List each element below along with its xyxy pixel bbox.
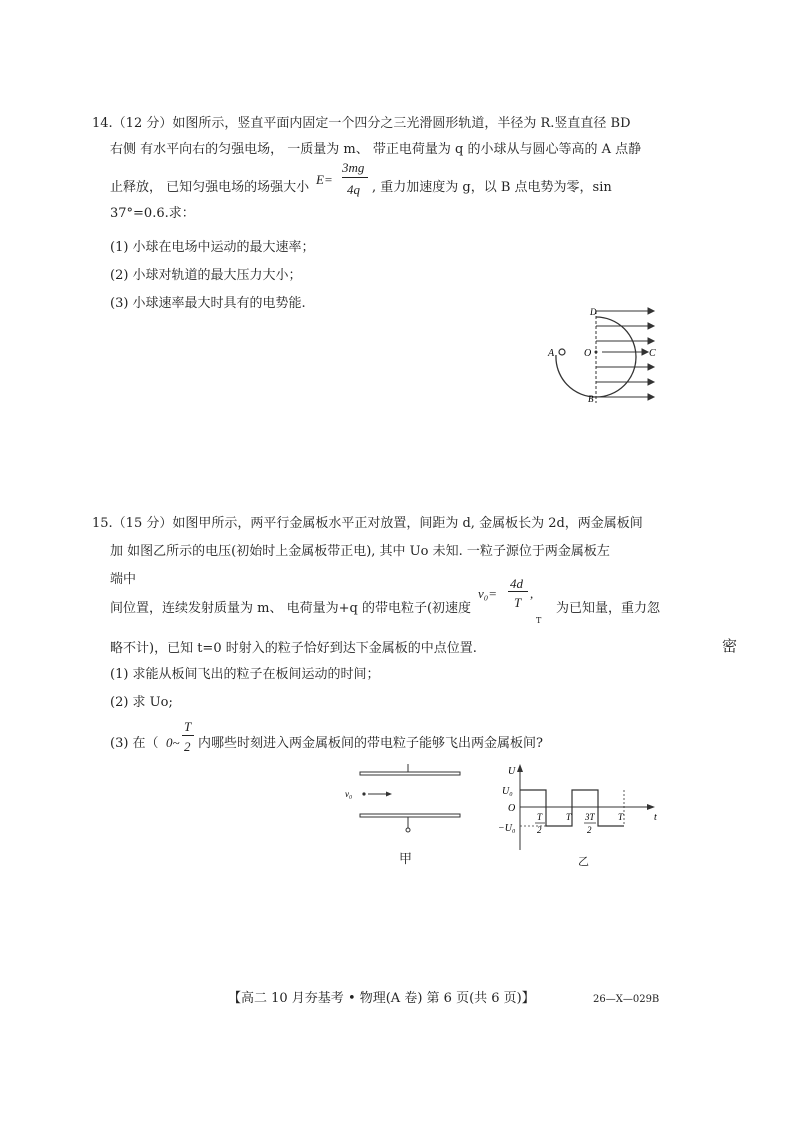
fraction-bar bbox=[182, 735, 194, 736]
v0-denominator: T bbox=[514, 595, 522, 610]
label-v0: v₀ bbox=[345, 789, 353, 799]
particle-source bbox=[362, 792, 365, 795]
v0-subscript-t: T bbox=[536, 616, 542, 625]
q15-line2: 加 如图乙所示的电压(初始时上金属板带正电), 其中 Uo 未知. 一粒子源位于两金属板左 bbox=[110, 544, 610, 559]
q15-v0-formula bbox=[478, 576, 538, 610]
label-c: C bbox=[649, 348, 656, 359]
figure-jia-plates bbox=[340, 762, 470, 837]
q14-field-formula bbox=[316, 160, 371, 196]
margin-seal-char: 密 bbox=[722, 637, 738, 655]
q15-subq3-post: 内哪些时刻进入两金属板间的带电粒子能够飞出两金属板间? bbox=[198, 736, 543, 751]
q15-line1: 15.（15 分）如图甲所示，两平行金属板水平正对放置，间距为 d, 金属板长为 2d，两金属板间 bbox=[92, 516, 643, 531]
tick-3t-half-num: 3T bbox=[585, 812, 595, 822]
q14-eq-numerator: 3mg bbox=[342, 160, 365, 175]
track-right-arc bbox=[596, 317, 636, 397]
q15-line3: 端中 bbox=[110, 572, 137, 587]
figure-yi-caption: 乙 bbox=[578, 855, 589, 868]
q15-interval-formula bbox=[166, 719, 196, 755]
q15-line5: 略不计)，已知 t=0 时射入的粒子恰好到达下金属板的中点位置. bbox=[110, 641, 477, 656]
ball bbox=[559, 349, 565, 355]
figure-jia-caption: 甲 bbox=[399, 852, 413, 867]
label-b: B bbox=[588, 394, 594, 404]
q14-eq-denominator: 4q bbox=[347, 182, 360, 197]
terminal bbox=[406, 828, 410, 832]
label-neg-u0: −U₀ bbox=[498, 823, 516, 834]
tick-t: T bbox=[566, 812, 572, 822]
interval-numerator: T bbox=[184, 719, 192, 734]
label-origin: O bbox=[508, 803, 516, 814]
q14-subq1: (1) 小球在电场中运动的最大速率； bbox=[110, 240, 315, 255]
interval-zero: 0~ bbox=[166, 735, 180, 750]
tick-t-half-den: 2 bbox=[537, 825, 542, 835]
u-axis-arrow bbox=[517, 764, 523, 772]
tick-3t-half-den: 2 bbox=[587, 825, 592, 835]
q14-line3-text: 止释放， 已知匀强电场的场强大小 bbox=[110, 180, 310, 195]
label-a: A bbox=[548, 348, 555, 359]
v0-comma: , bbox=[530, 586, 534, 601]
q14-track-figure bbox=[540, 305, 670, 410]
label-d: D bbox=[590, 307, 597, 317]
track-left-arc bbox=[556, 355, 596, 397]
center-point bbox=[595, 351, 598, 354]
v0-numerator: 4d bbox=[510, 576, 523, 591]
interval-denominator: 2 bbox=[184, 739, 191, 754]
field-lines bbox=[596, 308, 654, 400]
tick-2t: T bbox=[618, 812, 624, 822]
q14-line1: 14.（12 分）如图所示，竖直平面内固定一个四分之三光滑圆形轨道，半径为 R.竖直直径 BD bbox=[92, 116, 631, 131]
q15-subq2: (2) 求 Uo; bbox=[110, 695, 173, 710]
q14-line3-post: , 重力加速度为 g，以 B 点电势为零，sin bbox=[372, 180, 612, 195]
figure-yi-voltage-graph bbox=[490, 760, 665, 870]
q14-eq-lhs: E= bbox=[316, 172, 333, 187]
q14-line2: 右侧 有水平向右的匀强电场， 一质量为 m、 带正电荷量为 q 的小球从与圆心等高的 A 点静 bbox=[110, 142, 642, 157]
q14-line4: 37°=0.6.求： bbox=[110, 206, 195, 221]
tick-t-half-num: T bbox=[537, 812, 543, 822]
q15-line4-post: 为已知量，重力忽 bbox=[556, 601, 661, 616]
label-u: U bbox=[508, 766, 516, 777]
t-axis-arrow bbox=[647, 804, 655, 810]
bottom-plate bbox=[360, 814, 460, 817]
q15-subq1: (1) 求能从板间飞出的粒子在板间运动的时间； bbox=[110, 667, 380, 682]
page-footer-title: 【高二 10 月夯基考 • 物理(A 卷) 第 6 页(共 6 页)】 bbox=[228, 991, 535, 1006]
label-o: O bbox=[584, 348, 592, 359]
page-footer-code: 26—X—029B bbox=[593, 994, 660, 1005]
label-u0: U₀ bbox=[502, 786, 513, 797]
q15-line4: 间位置，连续发射质量为 m、 电荷量为+q 的带电粒子(初速度 bbox=[110, 601, 472, 616]
fraction-bar bbox=[508, 591, 528, 592]
q15-subq3-pre: (3) 在（ bbox=[110, 736, 159, 751]
q14-subq2: (2) 小球对轨道的最大压力大小； bbox=[110, 268, 302, 283]
top-plate bbox=[360, 772, 460, 775]
v0-lhs: v₀= bbox=[478, 586, 498, 601]
q14-subq3: (3) 小球速率最大时具有的电势能. bbox=[110, 296, 306, 311]
fraction-bar bbox=[342, 177, 368, 178]
label-t-axis: t bbox=[654, 812, 657, 823]
velocity-arrowhead bbox=[386, 792, 392, 797]
